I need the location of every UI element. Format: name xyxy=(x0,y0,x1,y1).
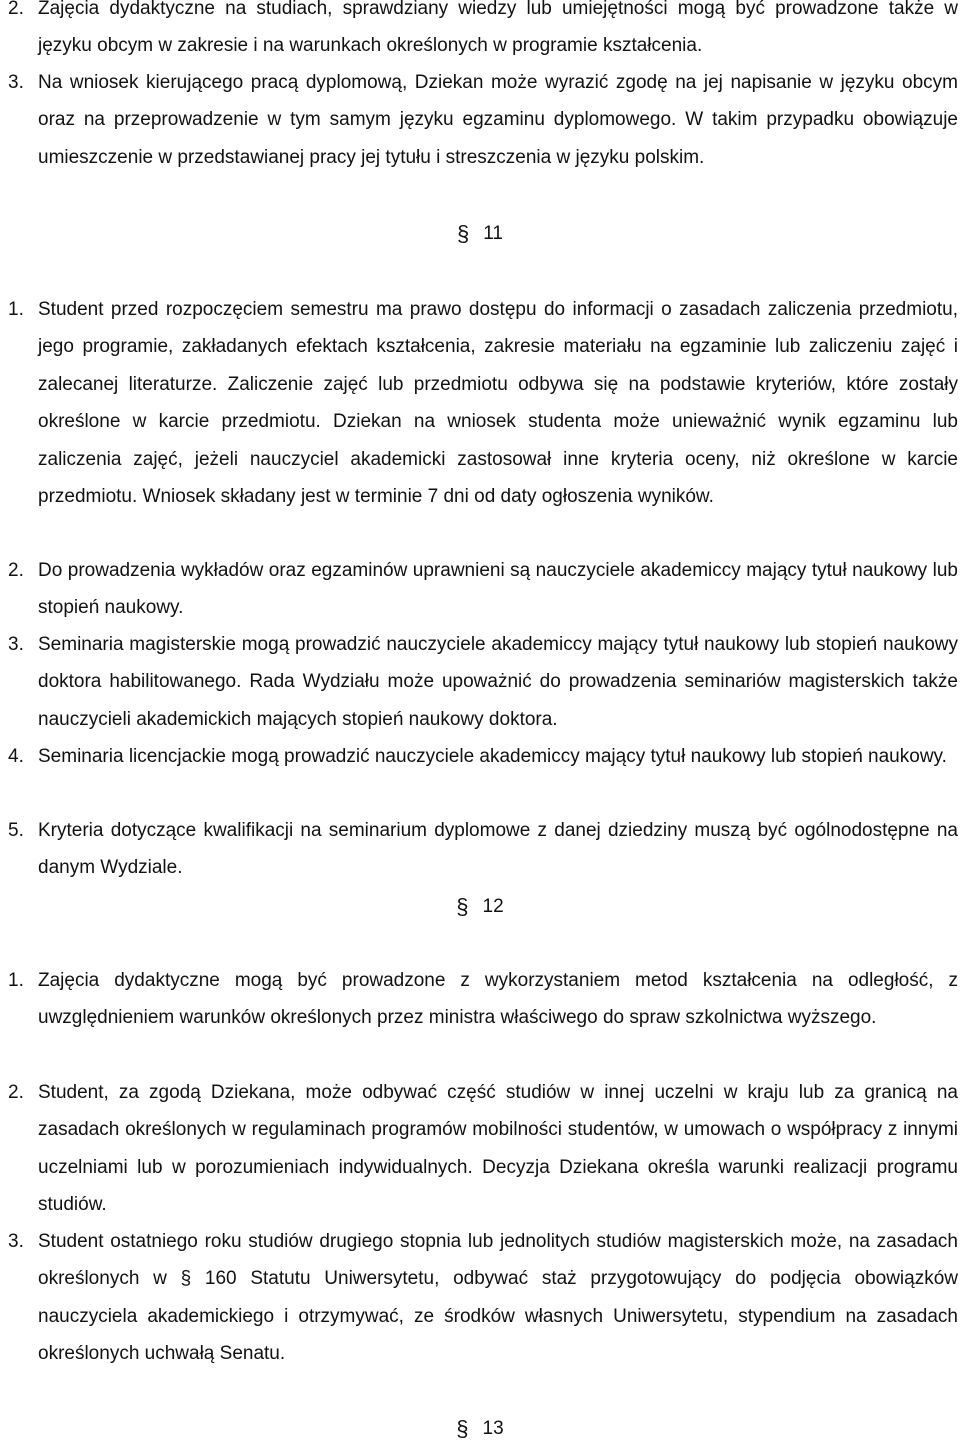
section-heading-12 xyxy=(0,888,960,925)
section-symbol: § xyxy=(456,1416,469,1441)
item-text: Kryteria dotyczące kwalifikacji na seminarium dyplomowe z danej dziedziny muszą być ogólnodostępne na danym Wydziale. xyxy=(38,820,958,879)
paragraph-item xyxy=(8,64,958,176)
item-text: Do prowadzenia wykładów oraz egzaminów uprawnieni są nauczyciele akademiccy mający tytuł naukowy lub stopień naukowy. xyxy=(38,560,958,619)
item-number: 2. xyxy=(8,1082,24,1103)
item-number: 3. xyxy=(8,72,24,93)
item-text: Student przed rozpoczęciem semestru ma prawo dostępu do informacji o zasadach zaliczenia przedmiotu, jego programie, zakładanych efektach kształcenia, zakresie materiału na egzaminie lub zaliczeniu zajęć i zalecanej literaturze. Zaliczenie zajęć lub przedmiotu odbywa się na podstawie kryteriów, które zostały określone w karcie przedmiotu. Dziekan na wniosek studenta może unieważnić wynik egzaminu lub zaliczenia zajęć, jeżeli nauczyciel akademicki zastosował inne kryteria oceny, niż określone w karcie przedmiotu. Wniosek składany jest w terminie 7 dni od daty ogłoszenia wyników. xyxy=(38,299,958,508)
item-number: 1. xyxy=(8,299,24,320)
section-symbol: § xyxy=(456,894,469,919)
item-number: 3. xyxy=(8,634,24,655)
item-number: 1. xyxy=(8,970,24,991)
item-text: Student ostatniego roku studiów drugiego stopnia lub jednolitych studiów magisterskich może, na zasadach określonych w § 160 Statutu Uniwersytetu, odbywać staż przygotowujący do podjęcia obowiązków nauczyciela akademickiego i otrzymywać, ze środków własnych Uniwersytetu, stypendium na zasadach określonych uchwałą Senatu. xyxy=(38,1231,958,1365)
item-text: Zajęcia dydaktyczne mogą być prowadzone z wykorzystaniem metod kształcenia na odległość, z uwzględnieniem warunków określonych przez ministra właściwego do spraw szkolnictwa wyższego. xyxy=(38,970,958,1029)
section-number: 12 xyxy=(482,896,504,917)
section-heading-13 xyxy=(0,1410,960,1447)
item-number: 2. xyxy=(8,0,24,19)
item-text: Zajęcia dydaktyczne na studiach, sprawdziany wiedzy lub umiejętności mogą być prowadzone także w języku obcym w zakresie i na warunkach określonych w programie kształcenia. xyxy=(38,0,958,57)
item-text: Student, za zgodą Dziekana, może odbywać część studiów w innej uczelni w kraju lub za granicą na zasadach określonych w regulaminach programów mobilności studentów, w umowach o współpracy z innymi uczelniami lub w porozumieniach indywidualnych. Decyzja Dziekana określa warunki realizacji programu studiów. xyxy=(38,1082,958,1216)
paragraph-item xyxy=(8,812,958,887)
paragraph-item xyxy=(8,0,958,65)
paragraph-item xyxy=(8,626,958,738)
section-symbol: § xyxy=(457,221,470,246)
section-number: 13 xyxy=(482,1418,504,1439)
paragraph-item xyxy=(8,1223,958,1373)
item-number: 2. xyxy=(8,560,24,581)
paragraph-item xyxy=(8,738,958,775)
paragraph-item xyxy=(8,552,958,627)
item-number: 3. xyxy=(8,1231,24,1252)
section-number: 11 xyxy=(483,223,503,244)
item-text: Seminaria magisterskie mogą prowadzić nauczyciele akademiccy mający tytuł naukowy lub stopień naukowy doktora habilitowanego. Rada Wydziału może upoważnić do prowadzenia seminariów magisterskich także nauczycieli akademickich mających stopień naukowy doktora. xyxy=(38,634,958,730)
paragraph-item xyxy=(8,962,958,1037)
section-heading-11 xyxy=(0,215,960,252)
paragraph-item xyxy=(8,291,958,515)
item-text: Na wniosek kierującego pracą dyplomową, Dziekan może wyrazić zgodę na jej napisanie w języku obcym oraz na przeprowadzenie w tym samym języku egzaminu dyplomowego. W takim przypadku obowiązuje umieszczenie w przedstawianej pracy jej tytułu i streszczenia w języku polskim. xyxy=(38,72,958,168)
paragraph-item xyxy=(8,1074,958,1224)
item-number: 4. xyxy=(8,746,24,767)
item-number: 5. xyxy=(8,820,24,841)
item-text: Seminaria licencjackie mogą prowadzić nauczyciele akademiccy mający tytuł naukowy lub stopień naukowy. xyxy=(38,746,947,767)
